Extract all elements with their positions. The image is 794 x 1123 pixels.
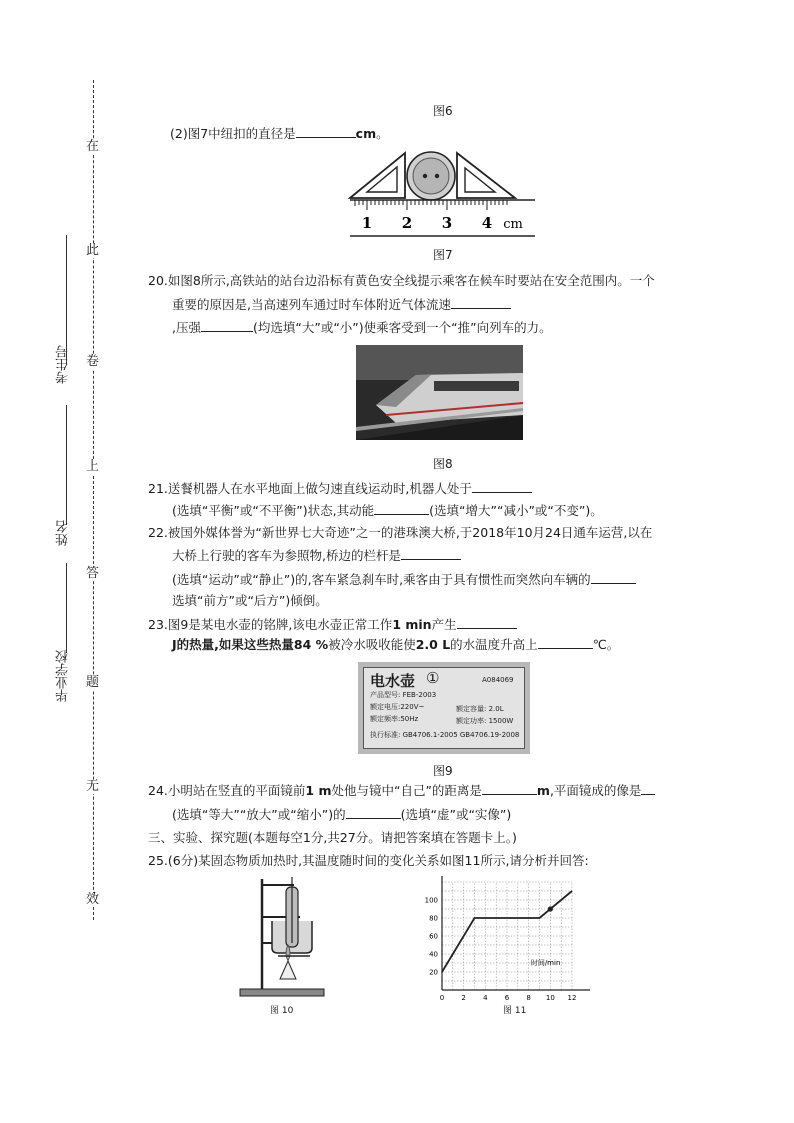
q22-line3-text: (选填“运动”或“静止”)的,客车紧急刹车时,乘客由于具有惯性而突然向车辆的 <box>172 572 591 587</box>
chart-x-tick-label: 4 <box>483 994 488 1002</box>
q20-line2-text: 重要的原因是,当高速列车通过时车体附近气体流速 <box>172 297 451 312</box>
chart-grid <box>442 882 572 990</box>
q23-line1 <box>148 616 517 633</box>
margin-dashed-line <box>93 80 94 920</box>
answer-blank[interactable] <box>482 782 537 795</box>
q20-line3-text-b: (均选填“大”或“小”)使乘客受到一个“推”向列车的力。 <box>252 320 552 335</box>
chart-x-tick-label: 2 <box>461 994 466 1002</box>
q21-line2-text-a: (选填“平衡”或“不平衡”)状态,其动能 <box>172 503 375 518</box>
answer-blank[interactable] <box>374 502 429 515</box>
q22-line1: 22.被国外媒体誉为“新世界七大奇迹”之一的港珠澳大桥,于2018年10月24日通车运营,以在 <box>148 525 653 540</box>
q19-part2 <box>170 125 389 142</box>
q21-line1-text: 21.送餐机器人在水平地面上做匀速直线运动时,机器人处于 <box>148 481 472 496</box>
q20-line3 <box>172 319 552 336</box>
fig7-unit: cm <box>503 217 523 232</box>
section3-heading: 三、实验、探究题(本题每空1分,共27分。请把答案填在答题卡上。) <box>148 830 517 845</box>
q24-unit: m <box>536 783 550 798</box>
answer-blank[interactable] <box>457 616 517 629</box>
q19-suffix: 。 <box>376 126 389 141</box>
answer-blank[interactable] <box>296 125 356 138</box>
q24-distance: 1 m <box>305 783 332 798</box>
fig9-caption: 图9 <box>433 764 453 778</box>
nameplate-row-1: 额定电压:220V~ <box>370 703 425 711</box>
answer-blank[interactable] <box>401 547 461 560</box>
margin-char-6: 无 <box>86 779 100 794</box>
q23-line2-text-a: J的热量,如果这些热量 <box>172 637 294 652</box>
fig7-tick-4: 4 <box>481 214 493 232</box>
q24-line2-text-b: (选填“虚”或“实像”) <box>400 807 512 822</box>
fig6-caption: 图6 <box>433 104 453 118</box>
fig7-ruler-diagram <box>345 148 540 240</box>
q24-line1-text-b: 处他与镜中“自己”的距离是 <box>331 783 482 798</box>
q24-line1-text-c: ,平面镜成的像是 <box>549 783 642 798</box>
q22-line2-text: 大桥上行驶的客车为参照物,桥边的栏杆是 <box>172 548 401 563</box>
answer-blank[interactable] <box>538 636 593 649</box>
chart-y-tick-label: 80 <box>429 914 438 923</box>
q24-line1-text-a: 24.小明站在竖直的平面镜前 <box>148 783 306 798</box>
answer-blank[interactable] <box>472 480 532 493</box>
q24-line2-text-a: (选填“等大”“放大”或“缩小”)的 <box>172 807 346 822</box>
q23-percent: 84 % <box>293 637 329 652</box>
chart-y-tick-label: 40 <box>429 950 438 959</box>
q23-line1-text-b: 产生 <box>431 617 457 632</box>
margin-char-3: 上 <box>86 459 100 474</box>
q22-line2 <box>172 547 461 564</box>
chart-x-tick-label: 0 <box>439 994 445 1002</box>
margin-char-4: 答 <box>86 566 100 581</box>
q25-line1: 25.(6分)某固态物质加热时,其温度随时间的变化关系如图11所示,请分析并回答: <box>148 853 589 868</box>
margin-char-0: 在 <box>86 139 100 154</box>
nameplate-row-2: 额定频率:50Hz <box>370 715 419 723</box>
margin-line-3 <box>66 563 67 653</box>
q23-line2-text-d: ℃。 <box>592 637 620 652</box>
chart-x-axis-label: 时间/min <box>530 958 561 967</box>
q23-time: 1 min <box>392 617 432 632</box>
fig7-caption: 图7 <box>433 248 453 262</box>
nameplate-row-3: 执行标准: GB4706.1-2005 GB4706.19-2008 <box>370 731 520 739</box>
chart-x-tick-labels <box>440 994 577 1002</box>
answer-blank[interactable] <box>201 319 253 332</box>
fig8-caption: 图8 <box>433 457 453 471</box>
fig11-temperature-chart <box>422 872 597 1004</box>
q21-line2-text-b: (选填“增大”“减小”或“不变”)。 <box>429 503 603 518</box>
nameplate-title: 电水壶 <box>370 672 416 690</box>
fig10-caption: 图 10 <box>270 1006 294 1016</box>
fig8-train-photo <box>356 345 523 440</box>
answer-blank[interactable] <box>346 806 401 819</box>
q23-volume: 2.0 L <box>415 637 451 652</box>
fig7-tick-2: 2 <box>401 214 413 232</box>
chart-x-tick-label: 8 <box>526 994 531 1002</box>
nameplate-row-0: 产品型号: FEB-2003 <box>370 691 437 699</box>
chart-y-tick-label: 100 <box>424 896 438 905</box>
q21-line2 <box>172 502 603 519</box>
q24-line1 <box>148 782 655 799</box>
q20-line1: 20.如图8所示,高铁站的站台边沿标有黄色安全线提示乘客在候车时要站在安全范围内。一个 <box>148 273 655 288</box>
chart-y-tick-labels <box>425 897 438 977</box>
margin-char-2: 卷 <box>86 354 100 369</box>
q24-line2 <box>172 806 511 823</box>
q19-part2-text: (2)图7中纽扣的直径是 <box>170 126 296 141</box>
answer-blank[interactable] <box>641 782 655 795</box>
q23-line2-text-c: 的水温度升高上 <box>450 637 538 652</box>
answer-blank[interactable] <box>451 296 511 309</box>
q20-line2 <box>172 296 511 313</box>
nameplate-number: ① <box>426 669 440 687</box>
nameplate-serial: A084069 <box>482 676 514 684</box>
chart-marked-point <box>548 906 553 911</box>
margin-line-2 <box>66 405 67 525</box>
q22-line4: 选填“前方”或“后方”)倾倒。 <box>172 593 328 608</box>
q21-line1 <box>148 480 532 497</box>
margin-char-7: 效 <box>86 892 100 907</box>
fig9-nameplate <box>358 662 530 754</box>
margin-label-exam-number: 考生号 <box>56 345 71 384</box>
chart-x-tick-label: 10 <box>545 994 555 1002</box>
q23-line1-text-a: 23.图9是某电水壶的铭牌,该电水壶正常工作 <box>148 617 393 632</box>
nameplate-capacity: 额定容量: 2.0L <box>456 705 504 713</box>
margin-char-5: 题 <box>86 675 100 690</box>
answer-blank[interactable] <box>591 571 636 584</box>
nameplate-power: 额定功率: 1500W <box>456 717 514 725</box>
q23-line2-text-b: 被冷水吸收能使 <box>328 637 416 652</box>
fig7-tick-1: 1 <box>361 214 373 232</box>
margin-char-1: 此 <box>86 243 100 258</box>
q22-line3 <box>172 571 636 588</box>
margin-label-school: 毕业学校 <box>56 650 71 702</box>
q19-unit: cm <box>355 126 377 141</box>
fig7-tick-3: 3 <box>441 214 453 232</box>
fig11-caption: 图 11 <box>503 1006 527 1016</box>
margin-label-name: 姓名 <box>56 520 71 546</box>
q20-line3-text-a: ,压强 <box>172 320 201 335</box>
chart-x-tick-label: 6 <box>504 994 510 1002</box>
chart-x-tick-label: 12 <box>567 994 577 1002</box>
fig10-heating-apparatus <box>238 873 326 998</box>
chart-y-tick-label: 20 <box>429 968 438 977</box>
q23-line2 <box>172 636 619 653</box>
chart-y-tick-label: 60 <box>429 932 438 941</box>
